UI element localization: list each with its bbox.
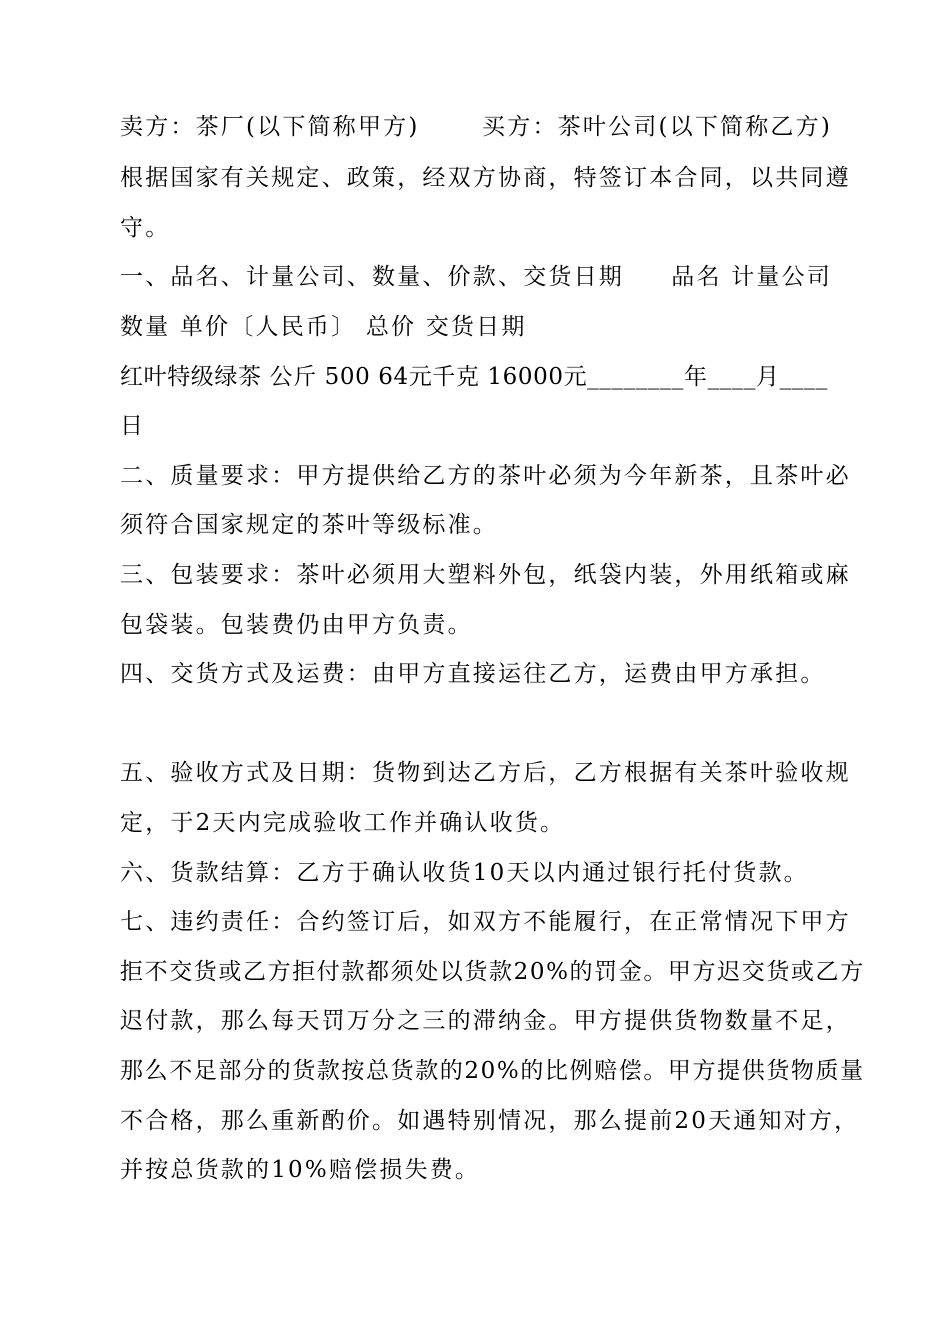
section-4-line-1: 四、交货方式及运费：由甲方直接运往乙方，运费由甲方承担。	[120, 661, 826, 687]
section-1-title: 一、品名、计量公司、数量、价款、交货日期	[120, 264, 624, 290]
product-row-cont: 日	[120, 413, 146, 439]
section-3-line-2: 包袋装。包装费仍由甲方负责。	[120, 612, 473, 638]
section-6-line-1: 六、货款结算：乙方于确认收货10天以内通过银行托付货款。	[120, 860, 809, 886]
preamble-line-1: 根据国家有关规定、政策，经双方协商，特签订本合同，以共同遵	[120, 165, 851, 191]
section-1-heading	[120, 262, 832, 292]
buyer-text: 买方：茶叶公司(以下简称乙方)	[482, 114, 832, 140]
section-2-line-2: 须符合国家规定的茶叶等级标准。	[120, 512, 498, 538]
seller-text: 卖方：茶厂(以下简称甲方)	[120, 114, 420, 140]
section-7-line-5: 不合格，那么重新酌价。如遇特别情况，那么提前20天通知对方，	[120, 1108, 860, 1134]
section-5-line-1: 五、验收方式及日期：货物到达乙方后，乙方根据有关茶叶验收规	[120, 760, 851, 786]
section-7-line-4: 那么不足部分的货款按总货款的20%的比例赔偿。甲方提供货物质量	[120, 1058, 865, 1084]
parties-line	[120, 112, 832, 142]
section-3-line-1: 三、包装要求：茶叶必须用大塑料外包，纸袋内装，外用纸箱或麻	[120, 562, 851, 588]
section-7-line-6: 并按总货款的10%赔偿损失费。	[120, 1157, 481, 1183]
product-row: 红叶特级绿茶 公斤 500 64元千克 16000元________年____月____	[120, 364, 828, 390]
preamble-line-2: 守。	[120, 215, 171, 241]
table-header-part-2: 数量 单价〔人民币〕 总价 交货日期	[120, 314, 527, 340]
table-header-part-1: 品名 计量公司	[671, 264, 832, 290]
section-7-line-2: 拒不交货或乙方拒付款都须处以货款20%的罚金。甲方迟交货或乙方	[120, 959, 865, 985]
section-2-line-1: 二、质量要求：甲方提供给乙方的茶叶必须为今年新茶，且茶叶必	[120, 463, 851, 489]
section-7-line-1: 七、违约责任：合约签订后，如双方不能履行，在正常情况下甲方	[120, 909, 851, 935]
section-5-line-2: 定，于2天内完成验收工作并确认收货。	[120, 810, 566, 836]
section-7-line-3: 迟付款，那么每天罚万分之三的滞纳金。甲方提供货物数量不足，	[120, 1008, 851, 1034]
